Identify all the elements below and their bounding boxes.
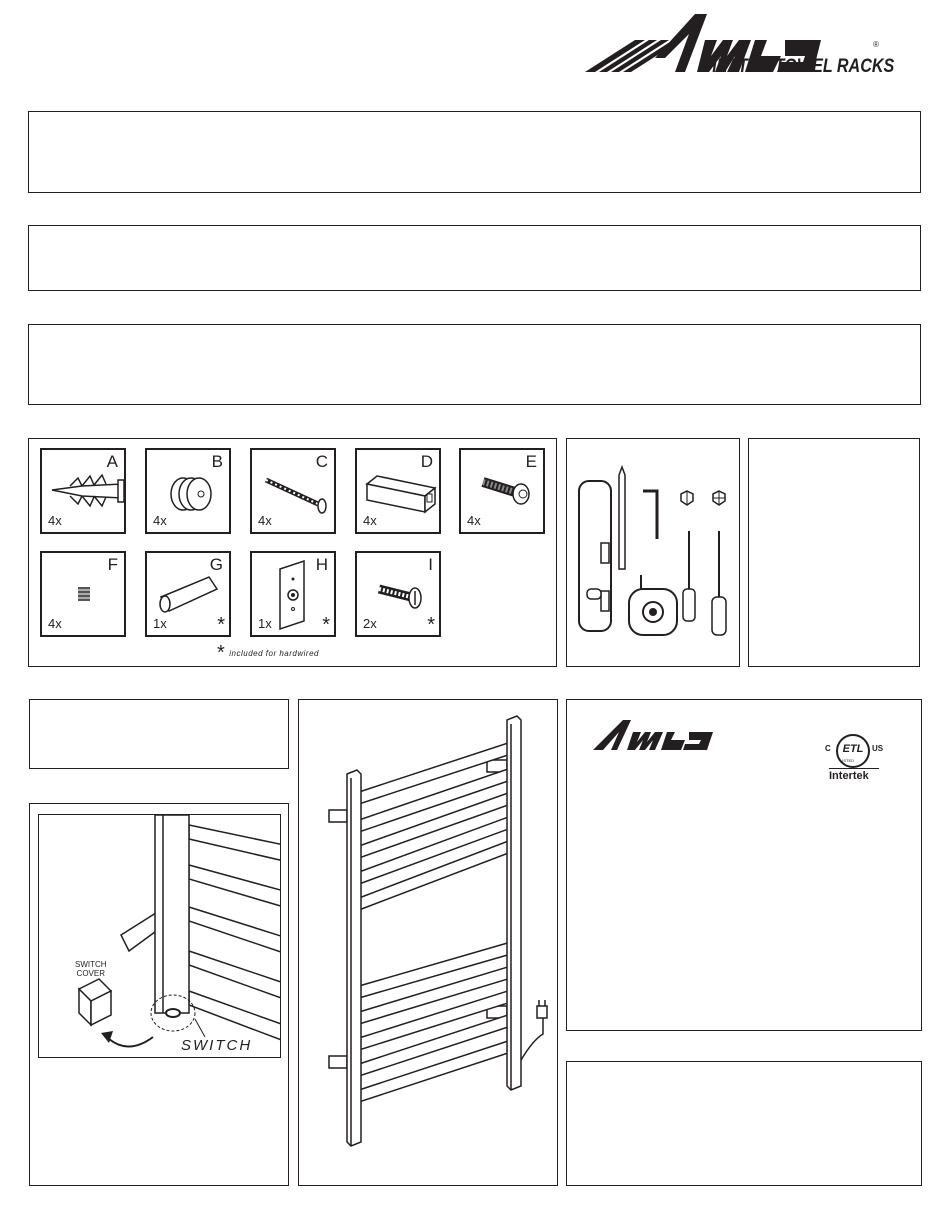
- brand-tagline: HEATED TOWEL RACKS: [705, 56, 895, 77]
- part-qty: 4x: [258, 513, 272, 528]
- towel-rack-panel: [298, 699, 558, 1186]
- switch-panel: [29, 803, 289, 1186]
- note-text: included for hardwired: [229, 649, 319, 658]
- part-qty: 4x: [48, 616, 62, 631]
- hardwired-note: [217, 642, 319, 665]
- tools-panel: [566, 438, 740, 667]
- tape-measure-icon: [629, 575, 677, 635]
- certification-panel: [566, 699, 922, 1031]
- part-letter: C: [315, 452, 328, 471]
- hardwired-star: *: [427, 614, 435, 636]
- part-qty: 2x: [363, 616, 377, 631]
- hardwired-star: *: [322, 614, 330, 636]
- part-letter: B: [211, 452, 223, 471]
- etl-mark: ETL: [842, 743, 864, 755]
- tools-illustration: [567, 439, 739, 666]
- part-h: [250, 551, 336, 637]
- content-box-5: [566, 1061, 922, 1186]
- part-e: [459, 448, 545, 534]
- part-qty: 1x: [258, 616, 272, 631]
- level-icon: [579, 481, 611, 631]
- content-box-1: [28, 111, 921, 193]
- switch-illustration: [39, 815, 280, 1057]
- part-c: [250, 448, 336, 534]
- phillips-bit-icon: [713, 491, 725, 505]
- part-qty: 4x: [467, 513, 481, 528]
- registered-mark: ®: [873, 40, 879, 49]
- part-qty: 4x: [363, 513, 377, 528]
- content-box-2: [28, 225, 921, 291]
- content-box-3: [28, 324, 921, 405]
- part-qty: 1x: [153, 616, 167, 631]
- amba-logo-small: [593, 718, 743, 752]
- part-letter: I: [428, 555, 433, 574]
- content-box-4: [29, 699, 289, 769]
- allen-key-icon: [643, 491, 657, 539]
- parts-panel: [28, 438, 557, 667]
- pencil-icon: [619, 467, 625, 569]
- hex-bit-icon: [681, 491, 693, 505]
- notes-box: [748, 438, 920, 667]
- part-b: [145, 448, 231, 534]
- flathead-screwdriver-icon: [683, 531, 695, 621]
- switch-figure: [38, 814, 281, 1058]
- etl-listed: LISTED: [840, 758, 855, 763]
- switch-cover-label-line2: COVER: [76, 969, 105, 978]
- plug-icon: [537, 1006, 547, 1018]
- switch-label: SWITCH: [181, 1037, 253, 1054]
- part-letter: G: [209, 555, 223, 574]
- etl-c: C: [825, 744, 831, 753]
- part-letter: H: [315, 555, 328, 574]
- phillips-screwdriver-icon: [712, 531, 726, 635]
- part-letter: D: [420, 452, 433, 471]
- part-f: [40, 551, 126, 637]
- mount-stub: [329, 1056, 347, 1068]
- note-star: *: [217, 642, 225, 664]
- part-a: [40, 448, 126, 534]
- switch-cover-icon: [79, 979, 111, 1025]
- brand-logo: [585, 10, 895, 80]
- part-d: [355, 448, 441, 534]
- part-letter: A: [106, 452, 118, 471]
- switch-cover-label: [75, 960, 107, 978]
- power-cord: [521, 1016, 543, 1060]
- etl-listed-mark: [825, 734, 911, 790]
- part-letter: F: [107, 555, 118, 574]
- intertek-name: Intertek: [829, 770, 869, 782]
- hardwired-star: *: [217, 614, 225, 636]
- part-qty: 4x: [153, 513, 167, 528]
- part-letter: E: [525, 452, 537, 471]
- mount-stub: [329, 810, 347, 822]
- towel-rack-illustration: [299, 700, 557, 1185]
- part-qty: 4x: [48, 513, 62, 528]
- switch-cover-label-line1: SWITCH: [75, 960, 107, 969]
- part-i: [355, 551, 441, 637]
- intertek-divider: [829, 768, 879, 769]
- part-g: [145, 551, 231, 637]
- etl-us: US: [872, 744, 884, 753]
